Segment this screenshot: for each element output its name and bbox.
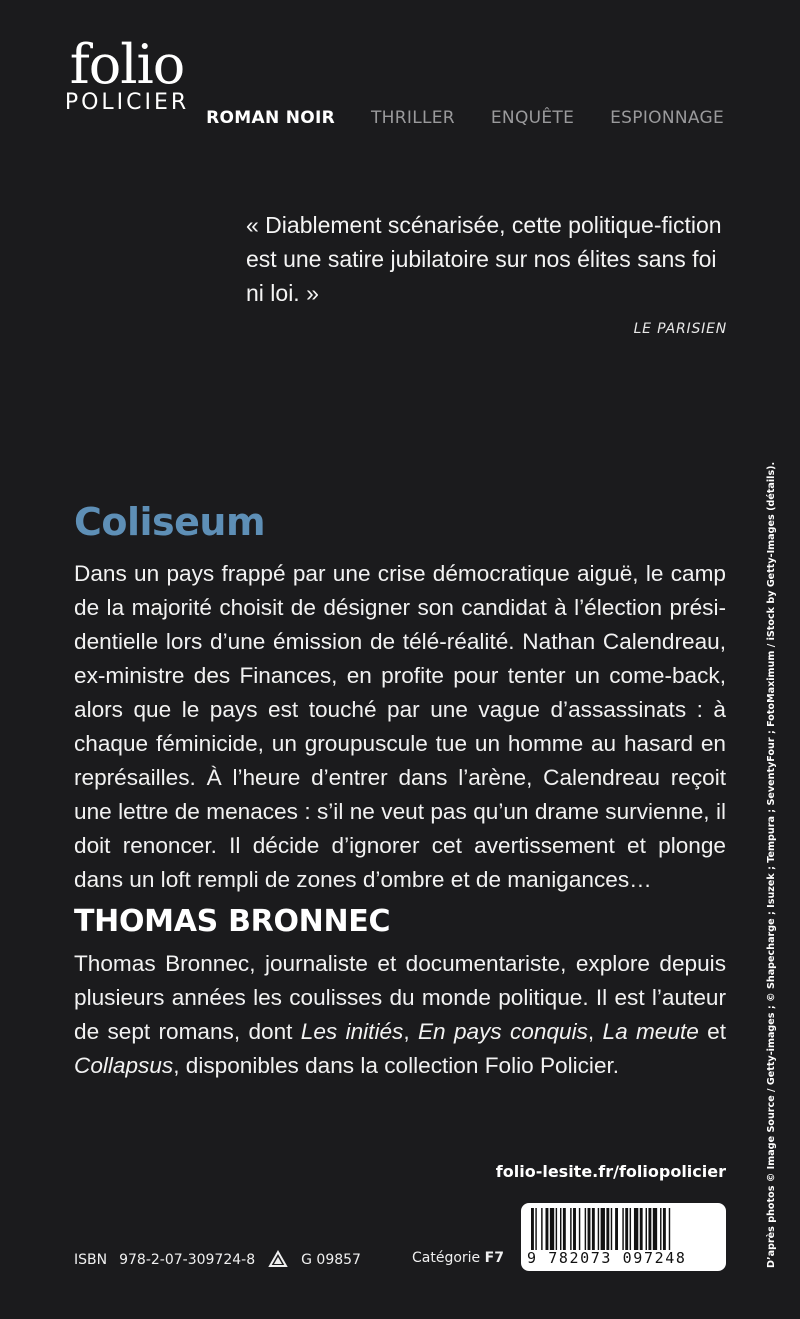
barcode-bar	[625, 1208, 628, 1250]
bio-intro: Thomas Bronnec, journaliste et documentariste, explore depuis plusieurs années les coulisses du monde politique. Il est l’auteur de sept romans, dont	[74, 951, 726, 1044]
category-label: Catégorie	[412, 1250, 481, 1266]
press-quote: « Diablement scénarisée, cette politique-fiction est une satire jubilatoire sur nos élites sans foi ni loi. »	[246, 212, 722, 306]
barcode-bar	[535, 1208, 536, 1250]
barcode-bar	[640, 1208, 643, 1250]
bio-separator: et	[698, 1019, 726, 1044]
barcode-bar	[531, 1208, 534, 1250]
folio-policier-logo	[52, 33, 202, 115]
barcode-bar	[546, 1208, 549, 1250]
website-link[interactable]: folio-lesite.fr/foliopolicier	[495, 1162, 726, 1181]
genre-thriller: THRILLER	[371, 108, 455, 128]
author-bio	[74, 947, 726, 1083]
barcode-bar	[622, 1208, 623, 1250]
category-block	[412, 1250, 504, 1266]
barcode-bar	[611, 1208, 612, 1250]
barcode-bar	[563, 1208, 566, 1250]
barcode	[521, 1203, 726, 1271]
bio-separator: ,	[587, 1019, 603, 1044]
barcode-bar	[634, 1208, 638, 1250]
barcode-bar	[646, 1208, 647, 1250]
isbn-label: ISBN	[74, 1252, 108, 1268]
barcode-bar	[615, 1208, 618, 1250]
barcode-bar	[592, 1208, 595, 1250]
barcode-bar	[579, 1208, 580, 1250]
barcode-bar	[653, 1208, 657, 1250]
barcode-bar	[556, 1208, 557, 1250]
recycle-triangle-icon	[267, 1250, 289, 1270]
genre-roman-noir: ROMAN NOIR	[206, 108, 335, 128]
work-title: La meute	[602, 1019, 699, 1044]
barcode-bar	[660, 1208, 661, 1250]
barcode-bar	[560, 1208, 561, 1250]
barcode-bar	[588, 1208, 591, 1250]
photo-credits: D’après photos © Image Source / Getty-images ; © Shapecharge ; Isuzek ; Tempura ; SeventyFour ; FotoMaximum / iStock by Getty-Images (détails).	[766, 461, 777, 1268]
barcode-bar	[669, 1208, 670, 1250]
category-value: F7	[484, 1250, 504, 1266]
barcode-bar	[570, 1208, 571, 1250]
bio-outro: , disponibles dans la collection Folio Policier.	[173, 1053, 620, 1078]
work-title: Collapsus	[74, 1053, 174, 1078]
bio-separator: ,	[403, 1019, 418, 1044]
isbn-block	[74, 1250, 361, 1270]
barcode-bar	[663, 1208, 666, 1250]
barcode-bar	[601, 1208, 605, 1250]
barcode-digits: 9 782073 097248	[527, 1249, 687, 1267]
barcode-bar	[541, 1208, 542, 1250]
barcode-bar	[648, 1208, 651, 1250]
barcode-bar	[606, 1208, 609, 1250]
barcode-bar	[585, 1208, 586, 1250]
barcode-bar	[598, 1208, 599, 1250]
barcode-bar	[550, 1208, 554, 1250]
genre-enquete: ENQUÊTE	[490, 108, 575, 128]
logo-collection: POLICIER	[64, 90, 190, 115]
isbn-value: 978-2-07-309724-8	[119, 1252, 256, 1268]
work-title: En pays conquis	[417, 1019, 588, 1044]
book-summary: Dans un pays frappé par une crise démocratique aiguë, le camp de la majorité choisit de désigner son candidat à l’élection présidentielle lors d’une émission de télé-réalité. Nathan Calendreau, ex-ministre des Finances, en profite pour tenter un come-back, alors que le pays est touché par une vague d’assassinats : à chaque féminicide, un groupuscule tue un homme au hasard en représailles. À l’heure d’entrer dans l’arène, Calendreau reçoit une lettre de menaces : s’il ne veut pas qu’un drame survienne, il doit renoncer. Il décide d’ignorer cet avertissement et plonge dans un loft rempli de zones d’ombre et de manigances…	[74, 561, 726, 892]
genre-espionnage: ESPIONNAGE	[610, 108, 724, 128]
genre-list	[206, 108, 724, 128]
book-title: Coliseum	[74, 500, 266, 544]
work-title: Les initiés	[300, 1019, 404, 1044]
quote-source: LE PARISIEN	[633, 321, 727, 337]
barcode-bar	[573, 1208, 576, 1250]
barcode-bar	[630, 1208, 631, 1250]
author-name: THOMAS BRONNEC	[74, 904, 391, 939]
barcode-bars	[531, 1208, 716, 1250]
isbn-code: G 09857	[301, 1252, 361, 1268]
logo-brand: folio	[69, 33, 185, 96]
